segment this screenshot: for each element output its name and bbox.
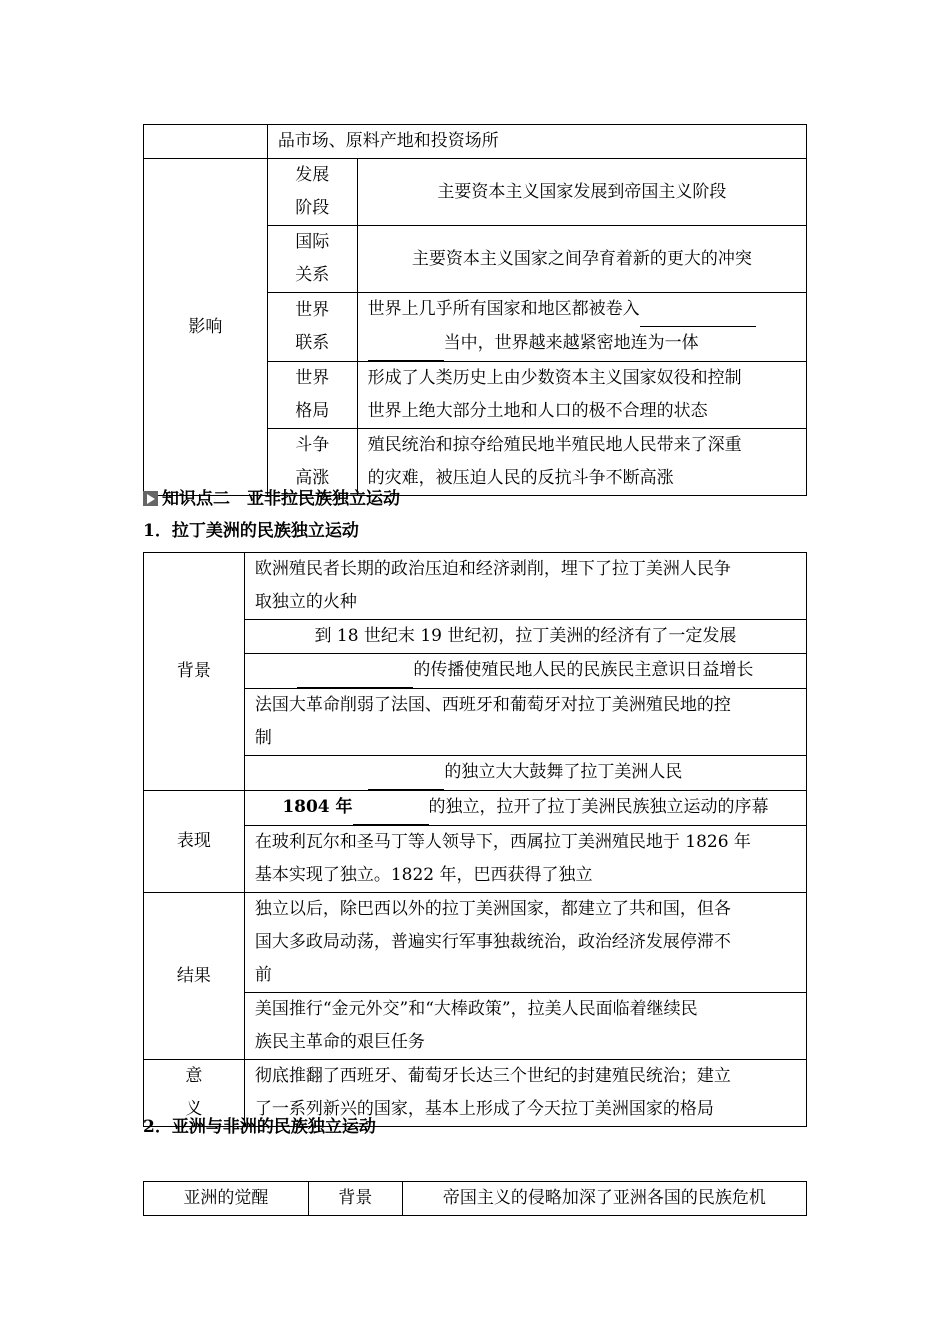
meaning-label: 意 义 — [144, 1060, 245, 1127]
table-cell: 帝国主义的侵略加深了亚洲各国的民族危机 — [402, 1182, 806, 1216]
fill-blank[interactable] — [353, 791, 429, 825]
table-cell — [144, 125, 268, 159]
table-cell: 彻底推翻了西班牙、葡萄牙长达三个世纪的封建殖民统治；建立 了一系列新兴的国家，基本上形成了今天拉丁美洲国家的格局 — [244, 1060, 806, 1127]
table-cell: 背景 — [308, 1182, 402, 1216]
table-cell: 欧洲殖民者长期的政治压迫和经济剥削，埋下了拉丁美洲人民争 取独立的火种 — [244, 553, 806, 620]
table-cell: 品市场、原料产地和投资场所 — [267, 125, 806, 159]
play-triangle-icon — [143, 491, 158, 506]
table-cell: 主要资本主义国家之间孕育着新的更大的冲突 — [357, 226, 806, 293]
row-label: 世界 格局 — [267, 362, 357, 429]
row-label: 发展 阶段 — [267, 159, 357, 226]
table-cell: 美国推行“金元外交”和“大棒政策”，拉美人民面临着继续民 族民主革命的艰巨任务 — [244, 993, 806, 1060]
asia-africa-table — [143, 1181, 807, 1216]
subsection-title: 1．拉丁美洲的民族独立运动 — [143, 521, 359, 541]
fill-blank[interactable] — [368, 756, 444, 790]
table-row — [144, 125, 807, 159]
table-cell: 的独立大大鼓舞了拉丁美洲人民 — [244, 756, 806, 791]
subsection-title: 2．亚洲与非洲的民族独立运动 — [143, 1117, 376, 1137]
table-cell: 到 18 世纪末 19 世纪初，拉丁美洲的经济有了一定发展 — [244, 620, 806, 654]
fill-blank[interactable] — [368, 327, 444, 361]
table-row — [144, 893, 807, 993]
result-label: 结果 — [144, 893, 245, 1060]
background-label: 背景 — [144, 553, 245, 791]
performance-label: 表现 — [144, 791, 245, 893]
table-row — [144, 1182, 807, 1216]
section-title: 知识点二 亚非拉民族独立运动 — [143, 484, 400, 514]
imperialism-impact-table — [143, 124, 807, 496]
table-cell: 世界上几乎所有国家和地区都被卷入 当中，世界越来越紧密地连为一体 — [357, 293, 806, 362]
table-cell: 独立以后，除巴西以外的拉丁美洲国家，都建立了共和国，但各 国大多政局动荡，普遍实行军事独裁统治，政治经济发展停滞不 前 — [244, 893, 806, 993]
latin-america-table — [143, 552, 807, 1127]
table-cell: 在玻利瓦尔和圣马丁等人领导下，西属拉丁美洲殖民地于 1826 年 基本实现了独立。1822 年，巴西获得了独立 — [244, 826, 806, 893]
table-cell: 殖民统治和掠夺给殖民地半殖民地人民带来了深重 的灾难，被压迫人民的反抗斗争不断高涨 — [357, 429, 806, 496]
row-label: 世界 联系 — [267, 293, 357, 362]
table-cell: 法国大革命削弱了法国、西班牙和葡萄牙对拉丁美洲殖民地的控 制 — [244, 689, 806, 756]
fill-blank[interactable] — [297, 654, 413, 688]
table-row — [144, 159, 807, 226]
table-cell: 的传播使殖民地人民的民族民主意识日益增长 — [244, 654, 806, 689]
influence-label: 影响 — [144, 159, 268, 496]
table-cell: 亚洲的觉醒 — [144, 1182, 309, 1216]
table-row — [144, 553, 807, 620]
fill-blank[interactable] — [640, 293, 756, 327]
table-cell: 主要资本主义国家发展到帝国主义阶段 — [357, 159, 806, 226]
table-cell: 1804 年 的独立，拉开了拉丁美洲民族独立运动的序幕 — [244, 791, 806, 826]
row-label: 国际 关系 — [267, 226, 357, 293]
table-cell: 形成了人类历史上由少数资本主义国家奴役和控制 世界上绝大部分土地和人口的极不合理的状态 — [357, 362, 806, 429]
table-row — [144, 791, 807, 826]
row-label: 斗争 高涨 — [267, 429, 357, 496]
